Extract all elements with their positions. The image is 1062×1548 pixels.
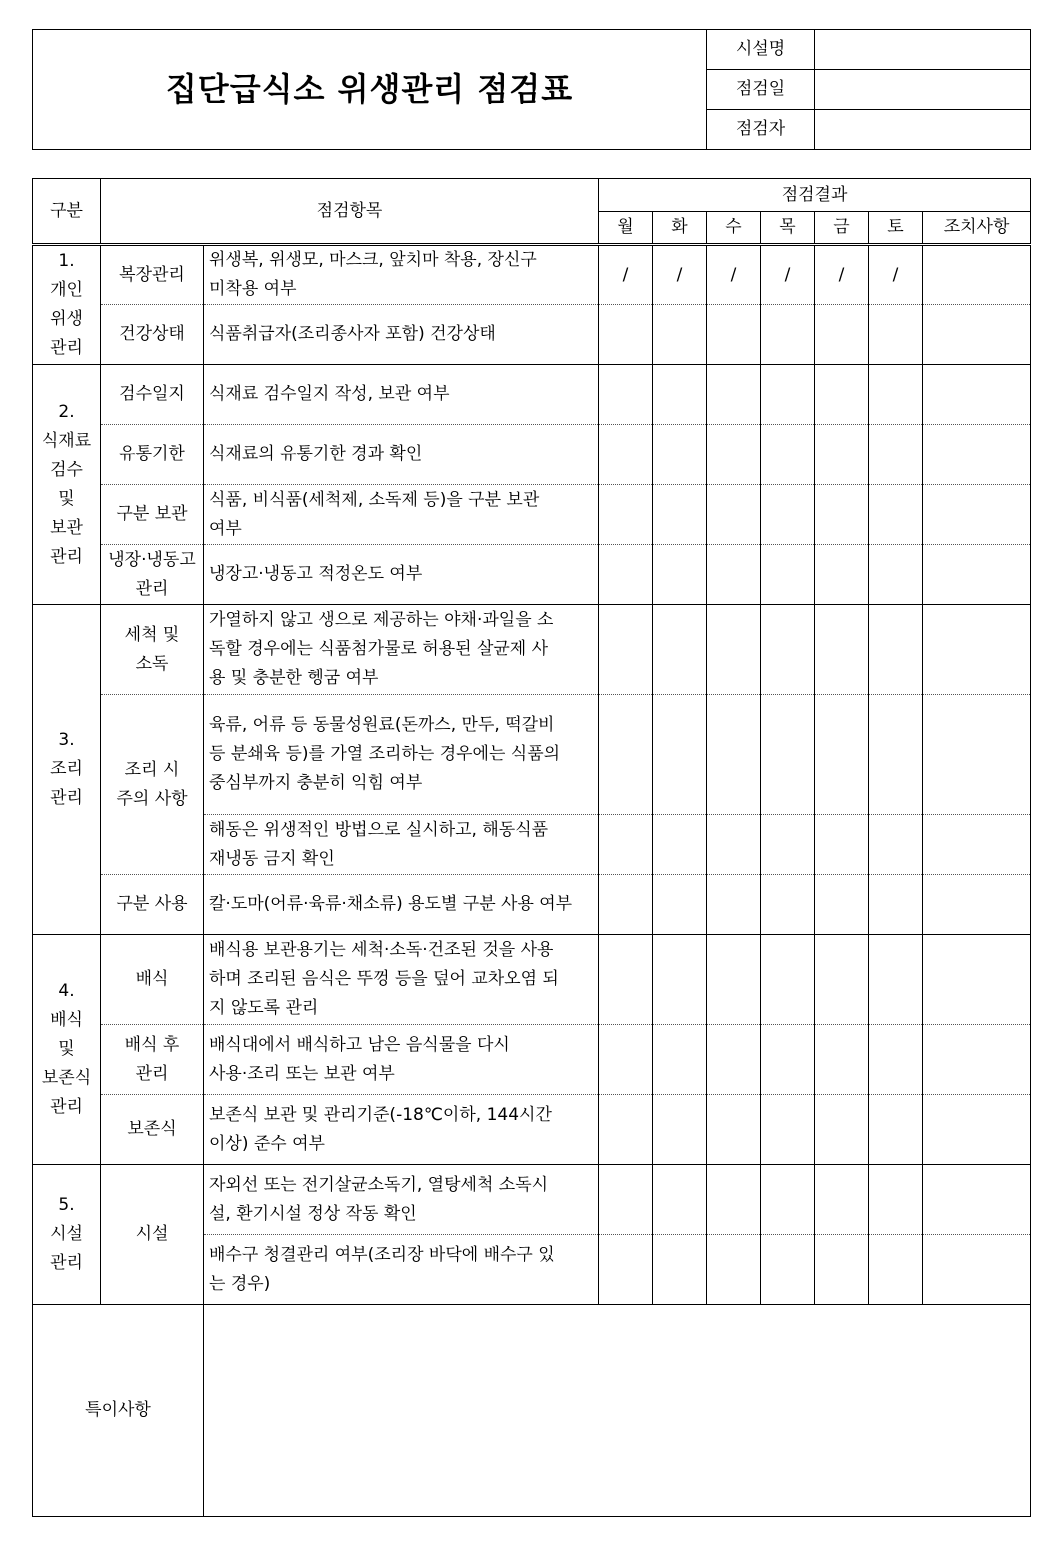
- check-cell-tue[interactable]: [653, 1165, 707, 1235]
- check-cell-tue[interactable]: [653, 305, 707, 365]
- item-text: 보존식 보관 및 관리기준(-18℃이하, 144시간 이상) 준수 여부: [204, 1095, 599, 1165]
- check-cell-sat[interactable]: [869, 425, 923, 485]
- action-header: 조치사항: [923, 212, 1031, 245]
- check-cell-mon[interactable]: /: [599, 245, 653, 305]
- action-cell[interactable]: [923, 1095, 1031, 1165]
- item-text: 식품, 비식품(세척제, 소독제 등)을 구분 보관 여부: [204, 485, 599, 545]
- section-2-label: 2. 식재료 검수 및 보관 관리: [33, 365, 101, 605]
- section-3-label: 3. 조리 관리: [33, 605, 101, 935]
- check-cell-thu[interactable]: /: [761, 245, 815, 305]
- facility-field[interactable]: [815, 30, 1031, 70]
- action-cell[interactable]: [923, 605, 1031, 695]
- check-cell-tue[interactable]: /: [653, 245, 707, 305]
- subcategory: 복장관리: [101, 245, 204, 305]
- inspector-field[interactable]: [815, 110, 1031, 150]
- remarks-field[interactable]: [204, 1305, 1031, 1517]
- check-cell-tue[interactable]: [653, 545, 707, 605]
- check-cell-tue[interactable]: [653, 815, 707, 875]
- check-cell-thu[interactable]: [761, 695, 815, 815]
- check-cell-thu[interactable]: [761, 545, 815, 605]
- check-cell-wed[interactable]: [707, 815, 761, 875]
- action-cell[interactable]: [923, 425, 1031, 485]
- check-cell-mon[interactable]: [599, 875, 653, 935]
- table-row: [33, 365, 1031, 425]
- remarks-row: [33, 1305, 1031, 1517]
- check-cell-sat[interactable]: [869, 365, 923, 425]
- check-cell-thu[interactable]: [761, 935, 815, 1025]
- check-cell-mon[interactable]: [599, 605, 653, 695]
- check-cell-tue[interactable]: [653, 1095, 707, 1165]
- table-row: [33, 1165, 1031, 1235]
- check-cell-wed[interactable]: [707, 605, 761, 695]
- inspector-label: 점검자: [707, 110, 815, 150]
- check-cell-sat[interactable]: /: [869, 245, 923, 305]
- table-row: [33, 1025, 1031, 1095]
- check-cell-sat[interactable]: [869, 1025, 923, 1095]
- item-text: 칼·도마(어류·육류·채소류) 용도별 구분 사용 여부: [204, 875, 599, 935]
- subcategory: 배식: [101, 935, 204, 1025]
- action-cell[interactable]: [923, 935, 1031, 1025]
- item-text: 위생복, 위생모, 마스크, 앞치마 착용, 장신구 미착용 여부: [204, 245, 599, 305]
- check-cell-tue[interactable]: [653, 425, 707, 485]
- action-cell[interactable]: [923, 305, 1031, 365]
- check-cell-mon[interactable]: [599, 1165, 653, 1235]
- action-cell[interactable]: [923, 545, 1031, 605]
- item-header: 점검항목: [101, 179, 599, 245]
- item-text: 냉장고·냉동고 적정온도 여부: [204, 545, 599, 605]
- item-text: 식재료의 유통기한 경과 확인: [204, 425, 599, 485]
- check-cell-tue[interactable]: [653, 365, 707, 425]
- check-cell-thu[interactable]: [761, 1235, 815, 1305]
- check-cell-fri[interactable]: [815, 305, 869, 365]
- check-cell-sat[interactable]: [869, 695, 923, 815]
- check-cell-fri[interactable]: [815, 935, 869, 1025]
- day-header-mon: 월: [599, 212, 653, 245]
- remarks-label: 특이사항: [33, 1305, 204, 1517]
- check-cell-mon[interactable]: [599, 815, 653, 875]
- subcategory: 건강상태: [101, 305, 204, 365]
- check-cell-tue[interactable]: [653, 695, 707, 815]
- day-header-fri: 금: [815, 212, 869, 245]
- facility-label: 시설명: [707, 30, 815, 70]
- action-cell[interactable]: [923, 875, 1031, 935]
- action-cell[interactable]: [923, 1025, 1031, 1095]
- item-text: 가열하지 않고 생으로 제공하는 야채·과일을 소 독할 경우에는 식품첨가물로 허용된 살균제 사 용 및 충분한 헹굼 여부: [204, 605, 599, 695]
- check-cell-fri[interactable]: [815, 485, 869, 545]
- check-cell-thu[interactable]: [761, 305, 815, 365]
- check-cell-thu[interactable]: [761, 1025, 815, 1095]
- day-header-thu: 목: [761, 212, 815, 245]
- check-cell-fri[interactable]: [815, 875, 869, 935]
- item-text: 육류, 어류 등 동물성원료(돈까스, 만두, 떡갈비 등 분쇄육 등)를 가열 조리하는 경우에는 식품의 중심부까지 충분히 익힘 여부: [204, 695, 599, 815]
- table-row: [33, 305, 1031, 365]
- check-cell-fri[interactable]: [815, 1235, 869, 1305]
- action-cell[interactable]: [923, 1165, 1031, 1235]
- check-cell-tue[interactable]: [653, 875, 707, 935]
- item-text: 배수구 청결관리 여부(조리장 바닥에 배수구 있 는 경우): [204, 1235, 599, 1305]
- check-cell-fri[interactable]: [815, 425, 869, 485]
- check-cell-thu[interactable]: [761, 875, 815, 935]
- table-row: [33, 605, 1031, 695]
- date-field[interactable]: [815, 70, 1031, 110]
- subcategory: 유통기한: [101, 425, 204, 485]
- section-5-label: 5. 시설 관리: [33, 1165, 101, 1305]
- check-cell-fri[interactable]: [815, 815, 869, 875]
- check-cell-tue[interactable]: [653, 1025, 707, 1095]
- check-cell-mon[interactable]: [599, 545, 653, 605]
- check-cell-sat[interactable]: [869, 1235, 923, 1305]
- check-cell-mon[interactable]: [599, 425, 653, 485]
- subcategory: 구분 보관: [101, 485, 204, 545]
- item-text: 해동은 위생적인 방법으로 실시하고, 해동식품 재냉동 금지 확인: [204, 815, 599, 875]
- table-row: [33, 245, 1031, 305]
- page-title: 집단급식소 위생관리 점검표: [33, 30, 707, 150]
- check-cell-mon[interactable]: [599, 695, 653, 815]
- check-cell-mon[interactable]: [599, 365, 653, 425]
- check-cell-wed[interactable]: /: [707, 245, 761, 305]
- check-cell-mon[interactable]: [599, 305, 653, 365]
- check-cell-fri[interactable]: [815, 545, 869, 605]
- item-text: 식재료 검수일지 작성, 보관 여부: [204, 365, 599, 425]
- item-text: 배식대에서 배식하고 남은 음식물을 다시 사용·조리 또는 보관 여부: [204, 1025, 599, 1095]
- check-cell-sat[interactable]: [869, 935, 923, 1025]
- action-cell[interactable]: [923, 1235, 1031, 1305]
- check-cell-wed[interactable]: [707, 935, 761, 1025]
- check-cell-wed[interactable]: [707, 545, 761, 605]
- check-cell-tue[interactable]: [653, 485, 707, 545]
- check-cell-wed[interactable]: [707, 365, 761, 425]
- header-table: [32, 29, 1031, 150]
- check-cell-wed[interactable]: [707, 1235, 761, 1305]
- check-cell-wed[interactable]: [707, 485, 761, 545]
- check-cell-fri[interactable]: [815, 1095, 869, 1165]
- date-label: 점검일: [707, 70, 815, 110]
- day-header-sat: 토: [869, 212, 923, 245]
- check-cell-fri[interactable]: [815, 605, 869, 695]
- table-row: [33, 875, 1031, 935]
- action-cell[interactable]: [923, 815, 1031, 875]
- action-cell[interactable]: [923, 485, 1031, 545]
- check-cell-thu[interactable]: [761, 485, 815, 545]
- check-cell-wed[interactable]: [707, 1095, 761, 1165]
- subcategory: 냉장·냉동고 관리: [101, 545, 204, 605]
- table-row: [33, 425, 1031, 485]
- check-cell-mon[interactable]: [599, 935, 653, 1025]
- subcategory: 구분 사용: [101, 875, 204, 935]
- check-cell-mon[interactable]: [599, 1025, 653, 1095]
- check-cell-wed[interactable]: [707, 875, 761, 935]
- check-cell-wed[interactable]: [707, 1025, 761, 1095]
- check-cell-wed[interactable]: [707, 1165, 761, 1235]
- check-cell-sat[interactable]: [869, 875, 923, 935]
- subcategory: 세척 및 소독: [101, 605, 204, 695]
- check-cell-fri[interactable]: [815, 1025, 869, 1095]
- table-row: [33, 695, 1031, 815]
- check-cell-sat[interactable]: [869, 305, 923, 365]
- check-cell-wed[interactable]: [707, 305, 761, 365]
- check-cell-mon[interactable]: [599, 1235, 653, 1305]
- check-cell-mon[interactable]: [599, 1095, 653, 1165]
- check-cell-sat[interactable]: [869, 1165, 923, 1235]
- day-header-wed: 수: [707, 212, 761, 245]
- check-cell-wed[interactable]: [707, 425, 761, 485]
- check-cell-thu[interactable]: [761, 365, 815, 425]
- subcategory: 보존식: [101, 1095, 204, 1165]
- check-cell-fri[interactable]: [815, 1165, 869, 1235]
- subcategory: 배식 후 관리: [101, 1025, 204, 1095]
- subcategory: 시설: [101, 1165, 204, 1305]
- check-cell-tue[interactable]: [653, 935, 707, 1025]
- check-cell-tue[interactable]: [653, 605, 707, 695]
- subcategory: 검수일지: [101, 365, 204, 425]
- check-cell-tue[interactable]: [653, 1235, 707, 1305]
- table-row: [33, 1095, 1031, 1165]
- check-cell-sat[interactable]: [869, 815, 923, 875]
- check-cell-fri[interactable]: /: [815, 245, 869, 305]
- section-1-label: 1. 개인 위생 관리: [33, 245, 101, 365]
- check-cell-thu[interactable]: [761, 1095, 815, 1165]
- table-row: [33, 485, 1031, 545]
- check-cell-fri[interactable]: [815, 695, 869, 815]
- action-cell[interactable]: [923, 695, 1031, 815]
- item-text: 식품취급자(조리종사자 포함) 건강상태: [204, 305, 599, 365]
- check-cell-sat[interactable]: [869, 485, 923, 545]
- action-cell[interactable]: [923, 365, 1031, 425]
- table-row: [33, 545, 1031, 605]
- category-header: 구분: [33, 179, 101, 245]
- check-cell-sat[interactable]: [869, 605, 923, 695]
- section-4-label: 4. 배식 및 보존식 관리: [33, 935, 101, 1165]
- check-cell-mon[interactable]: [599, 485, 653, 545]
- action-cell[interactable]: [923, 245, 1031, 305]
- check-cell-thu[interactable]: [761, 605, 815, 695]
- check-cell-thu[interactable]: [761, 815, 815, 875]
- check-cell-wed[interactable]: [707, 695, 761, 815]
- checklist-table: [32, 178, 1031, 1517]
- table-row: [33, 935, 1031, 1025]
- check-cell-thu[interactable]: [761, 1165, 815, 1235]
- day-header-tue: 화: [653, 212, 707, 245]
- check-cell-fri[interactable]: [815, 365, 869, 425]
- subcategory: 조리 시 주의 사항: [101, 695, 204, 875]
- check-cell-thu[interactable]: [761, 425, 815, 485]
- item-text: 자외선 또는 전기살균소독기, 열탕세척 소독시 설, 환기시설 정상 작동 확인: [204, 1165, 599, 1235]
- check-cell-sat[interactable]: [869, 1095, 923, 1165]
- item-text: 배식용 보관용기는 세척·소독·건조된 것을 사용 하며 조리된 음식은 뚜껑 등을 덮어 교차오염 되 지 않도록 관리: [204, 935, 599, 1025]
- check-cell-sat[interactable]: [869, 545, 923, 605]
- result-header: 점검결과: [599, 179, 1031, 212]
